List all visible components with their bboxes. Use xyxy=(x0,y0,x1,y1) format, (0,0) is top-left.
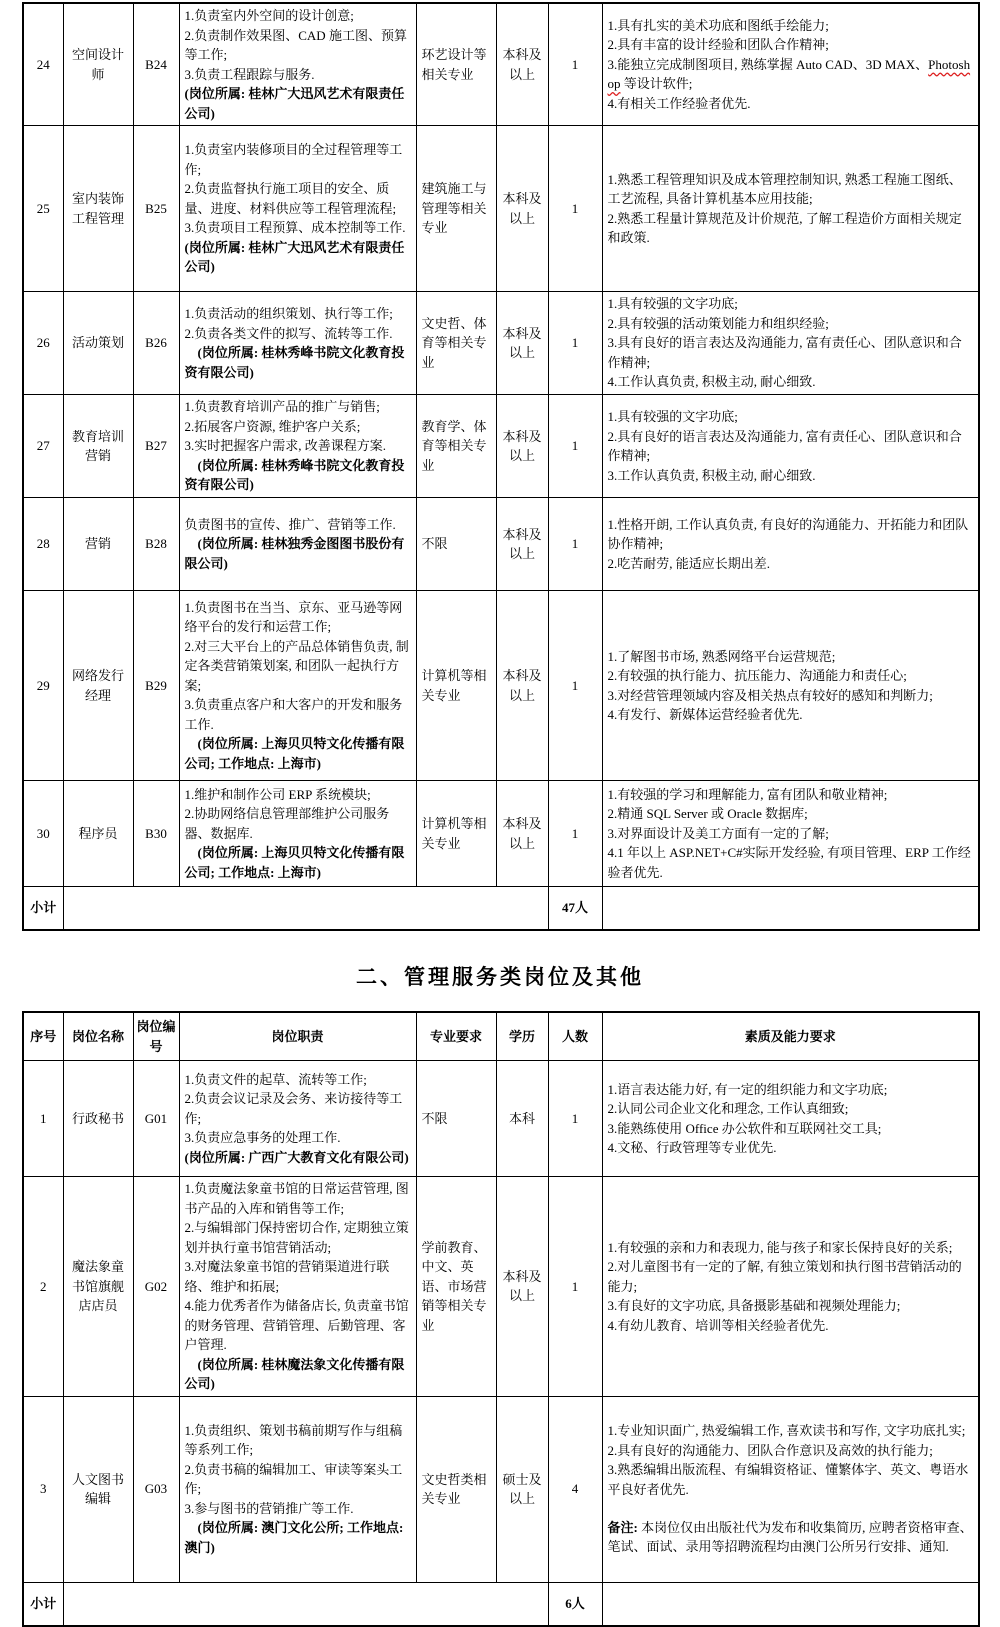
cell-req xyxy=(602,591,979,781)
req-line: 4.工作认真负责, 积极主动, 耐心细致. xyxy=(607,374,816,390)
cell-name: 活动策划 xyxy=(63,292,133,395)
cell-duties xyxy=(179,395,416,498)
req-line: 2.具有良好的沟通能力、团队合作意识及高效的执行能力; xyxy=(607,1442,933,1458)
cell-major: 文史哲类相关专业 xyxy=(416,1396,496,1582)
job-row-G02 xyxy=(23,1177,979,1397)
duties-line: 3.实时把握客户需求, 改善课程方案. xyxy=(184,438,387,454)
header-post-name: 岗位名称 xyxy=(63,1012,133,1061)
cell-degree: 本科及以上 xyxy=(496,292,548,395)
cell-count: 1 xyxy=(548,395,602,498)
cell-req xyxy=(602,395,979,498)
req-line: 1.具有扎实的美术功底和图纸手绘能力; xyxy=(607,17,829,33)
req-line: 2.认同公司企业文化和理念, 工作认真细致; xyxy=(607,1101,849,1116)
spellcheck-underline: Photoshop xyxy=(607,56,971,92)
req-line: 2.精通 SQL Server 或 Oracle 数据库; xyxy=(607,806,808,822)
section2-subtotal-row xyxy=(23,1582,979,1626)
job-row-B26 xyxy=(23,292,979,395)
cell-req xyxy=(602,292,979,395)
duties-line: 1.负责教育培训产品的推广与销售; xyxy=(184,399,380,415)
cell-count: 1 xyxy=(548,3,602,126)
cell-name: 程序员 xyxy=(63,781,133,887)
cell-code: G02 xyxy=(133,1177,179,1397)
cell-count: 4 xyxy=(548,1396,602,1582)
subtotal-count: 47人 xyxy=(548,887,602,931)
subtotal-empty-span xyxy=(63,887,548,931)
req-line: 4.有相关工作经验者优先. xyxy=(607,95,751,111)
header-count: 人数 xyxy=(548,1012,602,1061)
cell-req xyxy=(602,1396,979,1582)
cell-req xyxy=(602,3,979,126)
cell-major: 计算机等相关专业 xyxy=(416,781,496,887)
cell-degree: 本科及以上 xyxy=(496,1177,548,1397)
req-line: 1.语言表达能力好, 有一定的组织能力和文字功底; xyxy=(607,1081,888,1097)
cell-degree: 本科及以上 xyxy=(496,126,548,292)
cell-no: 26 xyxy=(23,292,63,395)
cell-major: 文史哲、体育等相关专业 xyxy=(416,292,496,395)
cell-count: 1 xyxy=(548,1061,602,1177)
duties-line: 1.维护和制作公司 ERP 系统模块; xyxy=(184,786,371,802)
cell-degree: 本科及以上 xyxy=(496,3,548,126)
cell-duties xyxy=(179,292,416,395)
cell-count: 1 xyxy=(548,292,602,395)
subtotal-label: 小计 xyxy=(23,1582,63,1626)
cell-major: 计算机等相关专业 xyxy=(416,591,496,781)
cell-duties xyxy=(179,591,416,781)
cell-count: 1 xyxy=(548,498,602,591)
duties-line: (岗位所属: 桂林广大迅风艺术有限责任公司) xyxy=(184,239,405,275)
cell-code: B29 xyxy=(133,591,179,781)
cell-no: 24 xyxy=(23,3,63,126)
req-line: 4.有幼儿教育、培训等相关经验者优先. xyxy=(607,1317,829,1333)
req-line: 4.文秘、行政管理等专业优先. xyxy=(607,1140,777,1155)
cell-major: 教育学、体育等相关专业 xyxy=(416,395,496,498)
cell-count: 1 xyxy=(548,126,602,292)
cell-count: 1 xyxy=(548,1177,602,1397)
duties-line: (岗位所属: 广西广大教育文化有限公司) xyxy=(184,1149,409,1165)
duties-line: 2.负责各类文件的拟写、流转等工作. xyxy=(184,325,393,341)
duties-line: 3.负责项目工程预算、成本控制等工作. xyxy=(184,220,406,236)
req-line: 1.具有较强的文字功底; xyxy=(607,296,738,312)
req-line: 1.了解图书市场, 熟悉网络平台运营规范; xyxy=(607,648,836,664)
duties-line: 3.负责应急事务的处理工作. xyxy=(184,1130,341,1146)
cell-duties xyxy=(179,1396,416,1582)
subtotal-empty-req xyxy=(602,1582,979,1626)
duties-line: (岗位所属: 桂林独秀金图图书股份有限公司) xyxy=(184,536,405,571)
req-line: 4.有发行、新媒体运营经验者优先. xyxy=(607,707,803,722)
section1-rows xyxy=(23,3,979,887)
job-row-B25 xyxy=(23,126,979,292)
req-line: 1.具有较强的文字功底; xyxy=(607,409,738,424)
cell-no: 2 xyxy=(23,1177,63,1397)
header-post-code: 岗位编号 xyxy=(133,1012,179,1061)
req-line: 3.对经营管理领域内容及相关热点有较好的感知和判断力; xyxy=(607,687,933,703)
duties-line: 2.负责书稿的编辑加工、审读等案头工作; xyxy=(184,1461,403,1497)
section1-subtotal-row xyxy=(23,887,979,931)
duties-line: (岗位所属: 桂林秀峰书院文化教育投资有限公司) xyxy=(184,457,405,493)
duties-line: 4.能力优秀者作为储备店长, 负责童书馆的财务管理、营销管理、后勤管理、客户管理. xyxy=(184,1298,409,1352)
cell-no: 28 xyxy=(23,498,63,591)
duties-line: 1.负责图书在当当、京东、亚马逊等网络平台的发行和运营工作; xyxy=(184,599,403,635)
req-line: 3.有良好的文字功底, 具备摄影基础和视频处理能力; xyxy=(607,1298,901,1313)
req-line: 1.熟悉工程管理知识及成本管理控制知识, 熟悉工程施工图纸、工艺流程, 具备计算机基本应用技能; xyxy=(607,171,962,206)
cell-name: 人文图书编辑 xyxy=(63,1396,133,1582)
cell-major: 学前教育、中文、英语、市场营销等相关专业 xyxy=(416,1177,496,1397)
duties-line: (岗位所属: 上海贝贝特文化传播有限公司; 工作地点: 上海市) xyxy=(184,845,405,880)
cell-major: 建筑施工与管理等相关专业 xyxy=(416,126,496,292)
cell-duties xyxy=(179,1177,416,1397)
cell-req xyxy=(602,126,979,292)
req-line: 3.对界面设计及美工方面有一定的了解; xyxy=(607,825,829,841)
req-line: 备注: 本岗位仅由出版社代为发布和收集简历, 应聘者资格审查、笔试、面试、录用等招聘流程均由澳门公所另行安排、通知. xyxy=(607,1519,973,1555)
duties-line: 1.负责魔法象童书馆的日常运营管理, 图书产品的入库和销售等工作; xyxy=(184,1181,409,1216)
cell-name: 室内装饰工程管理 xyxy=(63,126,133,292)
header-major: 专业要求 xyxy=(416,1012,496,1061)
duties-line: 2.对三大平台上的产品总体销售负责, 制定各类营销策划案, 和团队一起执行方案; xyxy=(184,638,409,693)
subtotal-count: 6人 xyxy=(548,1582,602,1626)
duties-line: 2.负责会议记录及会务、来访接待等工作; xyxy=(184,1091,403,1126)
cell-no: 25 xyxy=(23,126,63,292)
job-row-B29 xyxy=(23,591,979,781)
req-line: 2.具有丰富的设计经验和团队合作精神; xyxy=(607,37,829,53)
cell-degree: 本科 xyxy=(496,1061,548,1177)
duties-line: 1.负责文件的起草、流转等工作; xyxy=(184,1071,367,1087)
duties-line: (岗位所属: 澳门文化公所; 工作地点: 澳门) xyxy=(184,1520,404,1555)
cell-degree: 本科及以上 xyxy=(496,781,548,887)
job-row-G03 xyxy=(23,1396,979,1582)
duties-line: (岗位所属: 上海贝贝特文化传播有限公司; 工作地点: 上海市) xyxy=(184,736,405,771)
section2-header xyxy=(23,1012,979,1061)
cell-no: 29 xyxy=(23,591,63,781)
req-line: 2.有较强的执行能力、抗压能力、沟通能力和责任心; xyxy=(607,668,907,683)
duties-line: 2.负责监督执行施工项目的安全、质量、进度、材料供应等工程管理流程; xyxy=(184,181,397,216)
cell-code: G03 xyxy=(133,1396,179,1582)
req-line: 1.有较强的学习和理解能力, 富有团队和敬业精神; xyxy=(607,786,888,802)
cell-no: 27 xyxy=(23,395,63,498)
job-row-B30 xyxy=(23,781,979,887)
cell-duties xyxy=(179,498,416,591)
subtotal-label: 小计 xyxy=(23,887,63,931)
req-line: 1.性格开朗, 工作认真负责, 有良好的沟通能力、开拓能力和团队协作精神; xyxy=(607,516,969,552)
cell-req xyxy=(602,1177,979,1397)
req-line: 3.工作认真负责, 积极主动, 耐心细致. xyxy=(607,467,816,483)
req-line: 2.具有较强的活动策划能力和组织经验; xyxy=(607,315,829,331)
cell-degree: 硕士及以上 xyxy=(496,1396,548,1582)
subtotal-empty-req xyxy=(602,887,979,931)
cell-code: B27 xyxy=(133,395,179,498)
section2-rows xyxy=(23,1061,979,1583)
job-row-B28 xyxy=(23,498,979,591)
section2-title: 二、管理服务类岗位及其他 xyxy=(356,965,644,989)
req-line: 2.熟悉工程量计算规范及计价规范, 了解工程造价方面相关规定和政策. xyxy=(607,210,962,245)
duties-line: 3.参与图书的营销推广等工作. xyxy=(184,1500,354,1516)
header-duties: 岗位职责 xyxy=(179,1012,416,1061)
duties-line: 1.负责活动的组织策划、执行等工作; xyxy=(184,306,393,321)
cell-name: 空间设计师 xyxy=(63,3,133,126)
duties-line: 1.负责室内装修项目的全过程管理等工作; xyxy=(184,142,403,177)
req-line: 3.能熟练使用 Office 办公软件和互联网社交工具; xyxy=(607,1120,882,1136)
header-no: 序号 xyxy=(23,1012,63,1061)
jobs-table-section1 xyxy=(22,2,980,931)
cell-req xyxy=(602,498,979,591)
req-line xyxy=(608,1499,974,1517)
req-line: 1.有较强的亲和力和表现力, 能与孩子和家长保持良好的关系; xyxy=(607,1239,953,1255)
cell-name: 魔法象童书馆旗舰店店员 xyxy=(63,1177,133,1397)
req-line: 3.具有良好的语言表达及沟通能力, 富有责任心、团队意识和合作精神; xyxy=(607,335,962,370)
header-row xyxy=(23,1012,979,1061)
cell-count: 1 xyxy=(548,781,602,887)
duties-line: 2.与编辑部门保持密切合作, 定期独立策划并执行童书馆营销活动; xyxy=(184,1220,409,1255)
cell-duties xyxy=(179,781,416,887)
subtotal-empty-span xyxy=(63,1582,548,1626)
duties-line: (岗位所属: 桂林魔法象文化传播有限公司) xyxy=(184,1356,405,1391)
cell-code: B24 xyxy=(133,3,179,126)
duties-line: 3.负责工程跟踪与服务. xyxy=(184,66,315,82)
cell-no: 30 xyxy=(23,781,63,887)
cell-duties xyxy=(179,1061,416,1177)
jobs-table-section2 xyxy=(22,1011,980,1627)
req-line: 4.1 年以上 ASP.NET+C#实际开发经验, 有项目管理、ERP 工作经验者优先. xyxy=(607,845,971,880)
cell-name: 网络发行经理 xyxy=(63,591,133,781)
cell-code: B30 xyxy=(133,781,179,887)
duties-line: 2.负责制作效果图、CAD 施工图、预算等工作; xyxy=(184,27,407,62)
req-line: 2.吃苦耐劳, 能适应长期出差. xyxy=(607,555,771,571)
duties-line: 负责图书的宣传、推广、营销等工作. xyxy=(184,516,396,532)
header-degree: 学历 xyxy=(496,1012,548,1061)
cell-name: 营销 xyxy=(63,498,133,591)
cell-name: 教育培训营销 xyxy=(63,395,133,498)
duties-line: 2.拓展客户资源, 维护客户关系; xyxy=(184,418,361,434)
cell-code: B25 xyxy=(133,126,179,292)
req-line: 2.具有良好的语言表达及沟通能力, 富有责任心、团队意识和合作精神; xyxy=(607,428,962,463)
duties-line: 2.协助网络信息管理部维护公司服务器、数据库. xyxy=(184,806,390,841)
cell-no: 1 xyxy=(23,1061,63,1177)
cell-name: 行政秘书 xyxy=(63,1061,133,1177)
cell-code: G01 xyxy=(133,1061,179,1177)
cell-req xyxy=(602,1061,979,1177)
cell-degree: 本科及以上 xyxy=(496,498,548,591)
cell-req xyxy=(602,781,979,887)
duties-line: 3.对魔法象童书馆的营销渠道进行联络、维护和拓展; xyxy=(184,1259,390,1294)
duties-line: 1.负责组织、策划书稿前期写作与组稿等系列工作; xyxy=(184,1422,403,1458)
req-line: 2.对儿童图书有一定的了解, 有独立策划和执行图书营销活动的能力; xyxy=(607,1259,962,1294)
req-line: 3.能独立完成制图项目, 熟练掌握 Auto CAD、3D MAX、Photoshop 等设计软件; xyxy=(607,56,971,92)
duties-line: (岗位所属: 桂林广大迅风艺术有限责任公司) xyxy=(184,86,405,121)
req-line: 3.熟悉编辑出版流程、有编辑资格证、懂繁体字、英文、粤语水平良好者优先. xyxy=(607,1462,969,1497)
req-line: 1.专业知识面广, 热爱编辑工作, 喜欢读书和写作, 文字功底扎实; xyxy=(607,1423,966,1439)
cell-degree: 本科及以上 xyxy=(496,395,548,498)
duties-line: 1.负责室内外空间的设计创意; xyxy=(184,8,354,23)
cell-code: B26 xyxy=(133,292,179,395)
duties-line: (岗位所属: 桂林秀峰书院文化教育投资有限公司) xyxy=(184,345,405,380)
cell-duties xyxy=(179,3,416,126)
duties-line: 3.负责重点客户和大客户的开发和服务工作. xyxy=(184,697,403,732)
cell-major: 环艺设计等相关专业 xyxy=(416,3,496,126)
cell-code: B28 xyxy=(133,498,179,591)
cell-no: 3 xyxy=(23,1396,63,1582)
cell-duties xyxy=(179,126,416,292)
cell-major: 不限 xyxy=(416,498,496,591)
job-row-G01 xyxy=(23,1061,979,1177)
header-requirements: 素质及能力要求 xyxy=(602,1012,979,1061)
cell-count: 1 xyxy=(548,591,602,781)
cell-degree: 本科及以上 xyxy=(496,591,548,781)
job-row-B27 xyxy=(23,395,979,498)
cell-major: 不限 xyxy=(416,1061,496,1177)
job-row-B24 xyxy=(23,3,979,126)
